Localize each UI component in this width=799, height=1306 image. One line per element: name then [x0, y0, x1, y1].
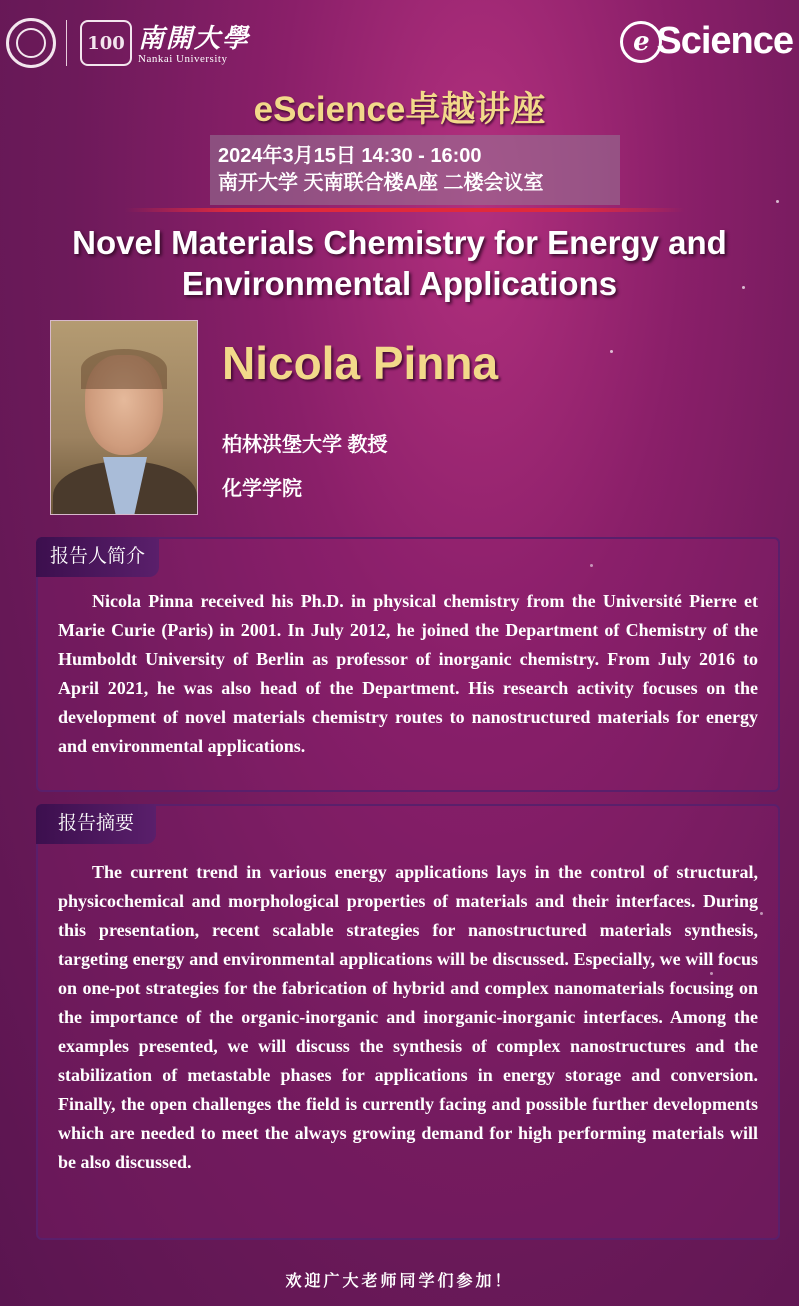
series-title: eScience卓越讲座: [253, 90, 546, 129]
sparkle: [776, 200, 779, 203]
event-info-band: [210, 135, 620, 205]
bio-text: Nicola Pinna received his Ph.D. in physical chemistry from the Université Pierre et Marie Curie (Paris) in 2001. In July 2012, he joined the Department of Chemistry of the Humboldt University of Berlin as professor of inorganic chemistry. From July 2016 to April 2021, he was also head of the Department. His research activity focuses on the development of novel materials chemistry routes to nanostructured materials for energy and environmental applications.: [58, 591, 758, 756]
nankai-seal-logo: [6, 18, 56, 68]
bio-section: [36, 537, 780, 792]
event-venue: 南开大学 天南联合楼A座 二楼会议室: [218, 172, 544, 194]
event-datetime: 2024年3月15日 14:30 - 16:00: [218, 145, 482, 167]
escience-wordmark: Science: [656, 20, 793, 62]
speaker-name: Nicola Pinna: [222, 337, 499, 389]
logo-divider: [66, 20, 67, 66]
nankai-wordmark: [138, 18, 250, 65]
speaker-affiliation-university: 柏林洪堡大学 教授: [222, 434, 388, 456]
footer-welcome: 欢迎广大老师同学们参加！: [285, 1273, 514, 1290]
nankai-name-en: Nankai University: [138, 53, 228, 65]
sparkle: [610, 350, 613, 353]
abstract-text: The current trend in various energy applications lays in the control of structural, physicochemical and morphological properties of materials and their interfaces. During this presentation, recent scalable strategies for nanostructured materials synthesis, targeting energy and environmental applications will be discussed. Especially, we will focus on one-pot strategies for the fabrication of hybrid and complex nanomaterials focusing on the importance of the organic-inorganic and inorganic-inorganic interfaces. Among the examples presented, we will discuss the synthesis of complex nanostructures and the stabilization of metastable phases for applications in energy storage and conversion. Finally, the open challenges the field is currently facing and possible further developments which are needed to meet the always growing demand for high performing materials will be also discussed.: [58, 862, 758, 1172]
divider-line: [125, 208, 685, 212]
bio-heading: 报告人简介: [36, 537, 159, 577]
escience-logo: [620, 20, 793, 63]
nankai-name-cn: 南開大學: [138, 24, 251, 54]
centennial-logo: 100: [80, 20, 132, 66]
talk-title-line1: Novel Materials Chemistry for Energy and: [72, 224, 727, 261]
speaker-affiliation-school: 化学学院: [222, 478, 302, 500]
talk-title-line2: Environmental Applications: [181, 265, 618, 302]
abstract-section: [36, 804, 780, 1240]
talk-title: [10, 222, 789, 304]
speaker-photo: [50, 320, 198, 515]
abstract-heading: 报告摘要: [36, 804, 156, 844]
escience-e-icon: e: [620, 21, 662, 63]
